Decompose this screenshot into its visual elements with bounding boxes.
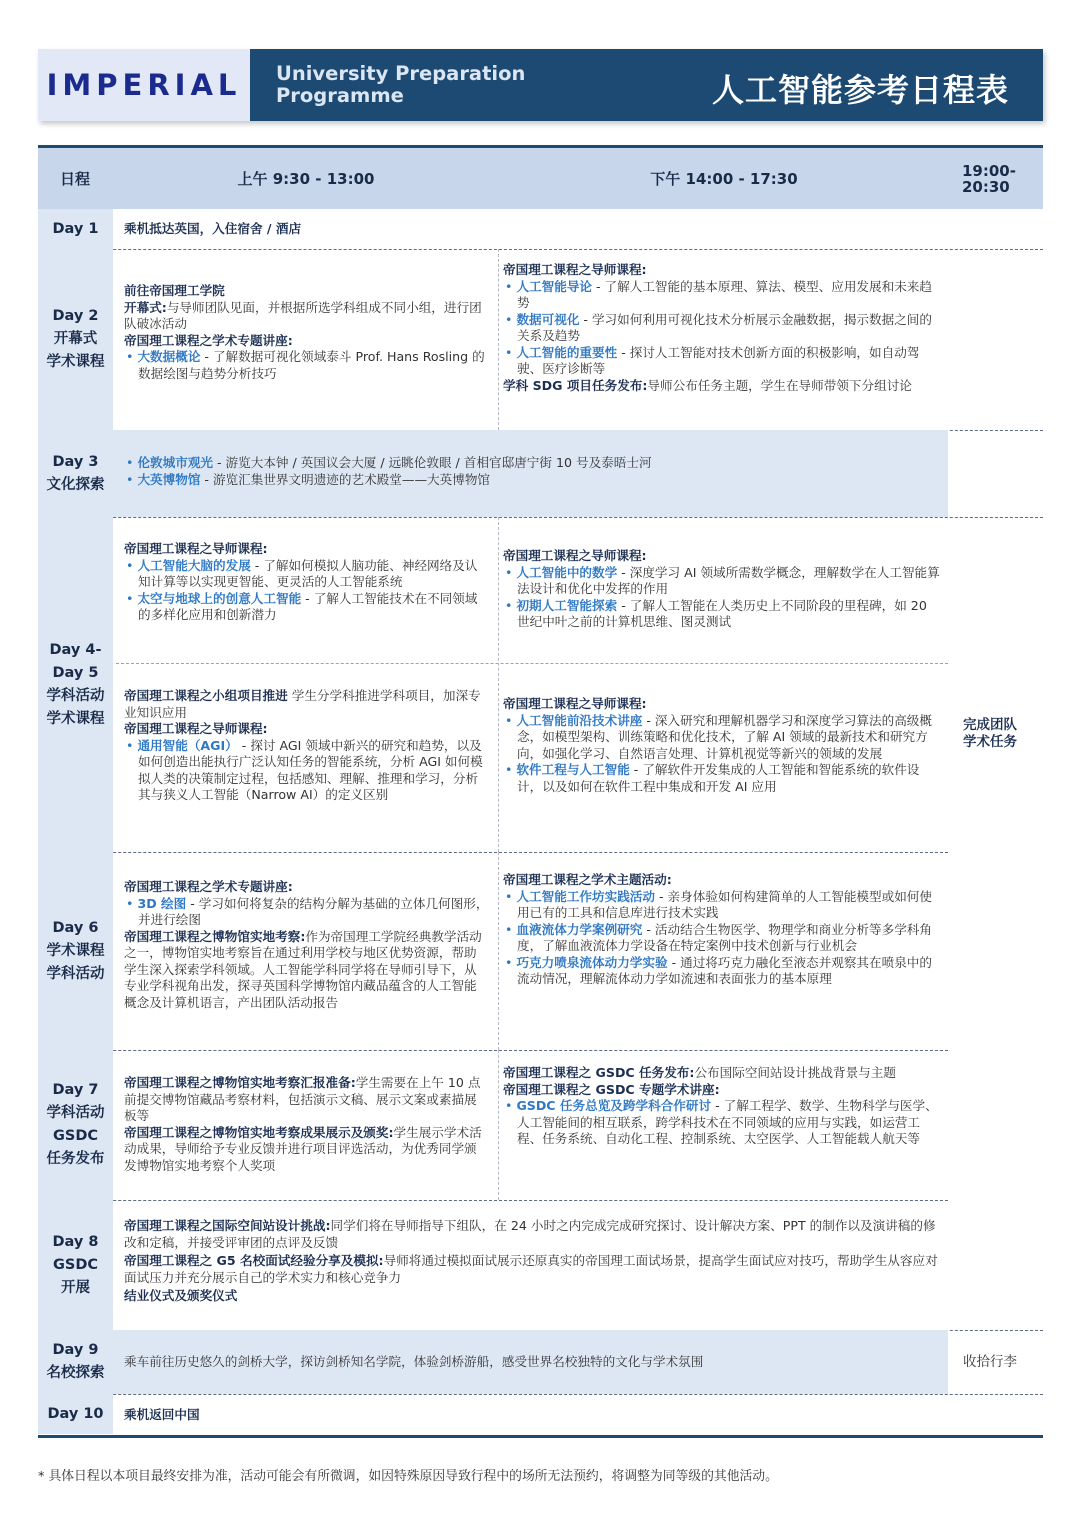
column-header-pm: 下午 14:00 - 17:30 bbox=[650, 170, 798, 188]
day45-pm1-list bbox=[503, 565, 943, 631]
day9-evening: 收拾行李 bbox=[963, 1354, 1017, 1370]
list-item bbox=[503, 922, 943, 955]
day3-label-cell bbox=[38, 430, 113, 517]
day2-opening-text: 与导师团队见面，并根据所选学科组成不同小组，进行团队破冰活动 bbox=[124, 299, 482, 331]
evening-task-line1: 完成团队 bbox=[963, 717, 1017, 733]
list-item bbox=[124, 455, 924, 472]
day10-content bbox=[124, 1407, 924, 1424]
day10-label: Day 10 bbox=[47, 1405, 104, 1422]
footnote: * 具体日程以本项目最终安排为准，活动可能会有所微调，如因特殊原因导致行程中的场所无法预约，将调整为同等级的其他活动。 bbox=[38, 1469, 778, 1484]
day2-opening-label: 开幕式: bbox=[124, 299, 167, 315]
day45-am2-heading: 帝国理工课程之导师课程: bbox=[124, 721, 268, 736]
day7-sublabel2: GSDC bbox=[52, 1128, 99, 1144]
day7-award-text: 学生展示学术活动成果，导师给予专业反馈并进行项目评选活动，为优秀同学颁发博物馆实地考察个人奖项 bbox=[124, 1124, 482, 1173]
item-text: - 游览大本钟 / 英国议会大厦 / 远眺伦敦眼 / 首相官邸唐宁街 10 号及泰晤士河 bbox=[213, 455, 652, 470]
item-title: 伦敦城市观光 bbox=[137, 455, 213, 470]
day7-award-label: 帝国理工课程之博物馆实地考察成果展示及颁奖: bbox=[124, 1124, 394, 1140]
column-divider bbox=[498, 517, 499, 852]
list-item bbox=[124, 896, 489, 929]
day45-am1-list bbox=[124, 558, 489, 624]
day6-museum-label: 帝国理工课程之博物馆实地考察: bbox=[124, 928, 306, 944]
list-item bbox=[503, 279, 943, 312]
item-text: - 学习如何利用可视化技术分析展示金融数据，揭示数据之间的关系及趋势 bbox=[517, 311, 932, 343]
item-title: 大数据概论 bbox=[137, 349, 201, 364]
list-item bbox=[503, 598, 943, 631]
item-text: - 了解人工智能技术在不同领域的多样化应用和创新潜力 bbox=[138, 590, 478, 622]
page-header bbox=[38, 49, 1043, 121]
day6-am-heading: 帝国理工课程之学术专题讲座: bbox=[124, 879, 293, 894]
item-title: 软件工程与人工智能 bbox=[516, 762, 630, 777]
day7-report-text: 学生需要在上午 10 点前提交博物馆藏品考察材料，包括演示文稿、展示文案或素描展板等 bbox=[124, 1075, 481, 1123]
column-divider bbox=[498, 1050, 499, 1200]
item-title: 初期人工智能探索 bbox=[516, 597, 618, 613]
day45-pm2-heading: 帝国理工课程之导师课程: bbox=[503, 696, 647, 711]
day45-project-text: 学生分学科推进学科项目，加深专业知识应用 bbox=[124, 688, 481, 720]
list-item bbox=[503, 1098, 943, 1148]
list-item bbox=[503, 713, 943, 763]
row-divider bbox=[38, 517, 1043, 518]
schedule-table bbox=[38, 145, 1043, 1422]
day3-label: Day 3 bbox=[52, 453, 99, 470]
item-title: 人工智能导论 bbox=[516, 278, 592, 294]
item-text: - 了解人工智能的基本原理、算法、模型、应用发展和未来趋势 bbox=[517, 278, 932, 310]
day6-am-list bbox=[124, 896, 489, 929]
day3-list bbox=[124, 455, 924, 488]
day9-label-cell bbox=[38, 1330, 113, 1394]
day3-content bbox=[124, 455, 924, 488]
inner-divider bbox=[116, 663, 948, 664]
day45-am2-list bbox=[124, 738, 489, 804]
row-divider bbox=[38, 249, 1043, 250]
item-title: 人工智能大脑的发展 bbox=[137, 557, 251, 573]
day7-report-label: 帝国理工课程之博物馆实地考察汇报准备: bbox=[124, 1075, 356, 1090]
imperial-logo bbox=[38, 49, 250, 121]
list-item bbox=[503, 565, 943, 598]
item-title: 巧克力喷泉流体动力学实验 bbox=[516, 954, 668, 970]
list-item bbox=[124, 558, 489, 591]
day7-pm-list bbox=[503, 1098, 943, 1148]
day7-pm-content bbox=[503, 1065, 943, 1148]
item-title: 大英博物馆 bbox=[137, 471, 201, 487]
item-title: 人工智能工作坊实践活动 bbox=[516, 888, 655, 904]
item-text: - 游览汇集世界文明遗迹的艺术殿堂——大英博物馆 bbox=[200, 471, 491, 487]
item-text: - 活动结合生物医学、物理学和商业分析等多学科角度，了解血液流体力学设备在特定案例中技术创新与行业机会 bbox=[517, 921, 932, 953]
header-banner bbox=[250, 49, 1043, 121]
day7-label-cell bbox=[38, 1050, 113, 1200]
item-text: - 通过将巧克力融化至液态并观察其在喷泉中的流动情况，理解流体动力学如流速和表面张力的基本原理 bbox=[517, 954, 932, 986]
column-divider bbox=[498, 249, 499, 430]
logo-text: IMPERIAL bbox=[46, 68, 242, 102]
day6-pm-heading: 帝国理工课程之学术主题活动: bbox=[503, 872, 672, 887]
row-divider bbox=[38, 1200, 948, 1201]
item-text: - 了解如何模拟人脑功能、神经网络及认知计算等以实现更智能、更灵活的人工智能系统 bbox=[138, 557, 478, 589]
day8-interview-text: 导师将通过模拟面试展示还原真实的帝国理工面试场景，提高学生面试应对技巧，帮助学生从容应对面试压力并充分展示自己的学术实力和核心竞争力 bbox=[124, 1253, 938, 1285]
day45-pm2-list bbox=[503, 713, 943, 796]
day6-am-content bbox=[124, 879, 489, 1011]
list-item bbox=[503, 955, 943, 988]
day3-sublabel: 文化探索 bbox=[46, 476, 105, 493]
item-text: - 了解数据可视化领域泰斗 Prof. Hans Rosling 的数据绘图与趋势分析技巧 bbox=[138, 349, 485, 381]
day7-label: Day 7 bbox=[52, 1082, 99, 1098]
day6-sublabel1: 学术课程 bbox=[46, 942, 105, 959]
column-header-evening bbox=[962, 148, 1042, 209]
evening-line1: 19:00- bbox=[962, 161, 1016, 180]
programme-name bbox=[276, 63, 536, 107]
evening-task-line2: 学术任务 bbox=[963, 734, 1017, 750]
day1-content bbox=[124, 221, 924, 238]
list-item bbox=[124, 738, 489, 804]
day45-pm2-content bbox=[503, 696, 943, 795]
day45-sublabel1: 学科活动 bbox=[46, 687, 105, 704]
day2-pm-list bbox=[503, 279, 943, 378]
day8-sublabel2: 开展 bbox=[61, 1279, 90, 1296]
day7-sublabel1: 学科活动 bbox=[46, 1105, 105, 1121]
item-text: - 探讨人工智能对技术创新方面的积极影响，如自动驾驶、医疗诊断等 bbox=[517, 344, 920, 376]
day7-gsdc-text: 公布国际空间站设计挑战背景与主题 bbox=[694, 1065, 896, 1080]
item-title: 人工智能中的数学 bbox=[516, 564, 618, 580]
day45-label2: Day 5 bbox=[52, 664, 99, 681]
day10-text: 乘机返回中国 bbox=[124, 1407, 200, 1422]
day8-content bbox=[124, 1218, 939, 1305]
day45-am1-content bbox=[124, 541, 489, 624]
day9-label: Day 9 bbox=[52, 1342, 99, 1358]
day10-label-cell bbox=[38, 1394, 113, 1434]
day2-lecture-heading: 帝国理工课程之学术专题讲座: bbox=[124, 332, 293, 348]
day2-sdg-label: 学科 SDG 项目任务发布: bbox=[503, 377, 648, 393]
day8-interview-label: 帝国理工课程之 G5 名校面试经验分享及模拟: bbox=[124, 1253, 384, 1268]
day45-pm1-content bbox=[503, 548, 943, 631]
day2-sublabel1: 开幕式 bbox=[53, 331, 98, 347]
programme-line2: Programme bbox=[276, 84, 404, 107]
item-text: - 学习如何将复杂的结构分解为基础的立体几何图形，并进行绘图 bbox=[138, 895, 489, 927]
day2-am-content bbox=[124, 283, 489, 382]
list-item bbox=[503, 345, 943, 378]
item-text: - 了解工程学、数学、生物科学与医学、人工智能间的相互联系，跨学科技术在不同领域的应用与实践，如运营工程、任务系统、自动化工程、控制系统、太空医学、人工智能载人航天等 bbox=[517, 1098, 938, 1146]
item-text: - 了解软件开发集成的人工智能和智能系统的软件设计，以及如何在软件工程中集成和开发 AI 应用 bbox=[517, 762, 920, 794]
row-divider bbox=[38, 1394, 1043, 1395]
day2-am-list bbox=[124, 349, 489, 382]
list-item bbox=[503, 312, 943, 345]
page-title: 人工智能参考日程表 bbox=[711, 71, 1009, 109]
day45-evening bbox=[963, 717, 1017, 751]
day7-sublabel3: 任务发布 bbox=[46, 1151, 105, 1167]
evening-line2: 20:30 bbox=[962, 177, 1010, 196]
item-text: - 亲身体验如何构建简单的人工智能模型或如何使用已有的工具和信息库进行技术实践 bbox=[517, 888, 932, 920]
list-item bbox=[124, 591, 489, 624]
day9-content bbox=[124, 1354, 939, 1371]
day7-pm-heading: 帝国理工课程之 GSDC 专题学术讲座: bbox=[503, 1081, 720, 1097]
day45-pm1-heading: 帝国理工课程之导师课程: bbox=[503, 548, 647, 563]
day9-sublabel: 名校探索 bbox=[46, 1365, 105, 1381]
day45-sublabel2: 学术课程 bbox=[46, 710, 105, 727]
day1-label-cell bbox=[38, 209, 113, 249]
item-title: 人工智能的重要性 bbox=[516, 344, 618, 360]
day2-sublabel2: 学术课程 bbox=[46, 354, 105, 370]
day8-label-cell bbox=[38, 1200, 113, 1330]
item-title: 血液流体力学案例研究 bbox=[516, 921, 643, 937]
day6-sublabel2: 学科活动 bbox=[46, 965, 105, 982]
item-title: 数据可视化 bbox=[516, 311, 580, 327]
list-item bbox=[124, 349, 489, 382]
item-title: 太空与地球上的创意人工智能 bbox=[137, 590, 302, 606]
day2-sdg-text: 导师公布任务主题，学生在导师带领下分组讨论 bbox=[647, 377, 912, 393]
table-bottom-border bbox=[38, 1435, 1043, 1438]
day2-label-cell bbox=[38, 249, 113, 430]
row-divider bbox=[38, 1050, 948, 1051]
row-divider bbox=[38, 852, 948, 853]
day45-label-cell bbox=[38, 517, 113, 852]
item-title: 通用智能（AGI） bbox=[137, 737, 238, 753]
day2-label: Day 2 bbox=[52, 308, 99, 324]
day1-text: 乘机抵达英国，入住宿舍 / 酒店 bbox=[124, 221, 302, 236]
day2-am-heading: 前往帝国理工学院 bbox=[124, 283, 225, 298]
day6-pm-list bbox=[503, 889, 943, 988]
column-header-day: 日程 bbox=[59, 170, 90, 188]
column-divider bbox=[498, 852, 499, 1050]
item-text: - 深入研究和理解机器学习和深度学习算法的高级概念，如模型架构、训练策略和优化技术，了解 AI 领域的最新技术和研究方向，如强化学习、自然语言处理、计算机视觉等新兴的领域的发展 bbox=[517, 712, 932, 761]
day8-challenge-text: 同学们将在导师指导下组队，在 24 小时之内完成完成研究探讨、设计解决方案、PPT 的制作以及演讲稿的修改和定稿，并接受评审团的点评及反馈 bbox=[124, 1218, 936, 1250]
day2-pm-content bbox=[503, 262, 943, 394]
day6-museum-text: 作为帝国理工学院经典教学活动之一，博物馆实地考察旨在通过利用学校与地区优势资源，帮助学生深入探索学科领域。人工智能学科同学将在导师引导下，从专业学科视角出发，探寻英国科学博物馆内藏品蕴含的人工智能概念及计算机语言，产出团队活动报告 bbox=[124, 928, 482, 1010]
day45-label1: Day 4- bbox=[49, 641, 102, 658]
day6-label: Day 6 bbox=[52, 919, 99, 936]
day8-label: Day 8 bbox=[52, 1233, 99, 1250]
day8-challenge-label: 帝国理工课程之国际空间站设计挑战: bbox=[124, 1218, 331, 1233]
day45-project-label: 帝国理工课程之小组项目推进 bbox=[124, 688, 288, 703]
item-text: - 深度学习 AI 领域所需数学概念，理解数学在人工智能算法设计和优化中发挥的作用 bbox=[517, 564, 940, 596]
day1-label: Day 1 bbox=[52, 220, 99, 237]
item-title: 3D 绘图 bbox=[137, 895, 187, 911]
item-title: GSDC 任务总览及跨学科合作研讨 bbox=[516, 1098, 712, 1113]
item-text: - 了解人工智能在人类历史上不同阶段的里程碑，如 20 世纪中叶之前的计算机思维、图灵测试 bbox=[517, 597, 927, 629]
item-title: 人工智能前沿技术讲座 bbox=[516, 712, 643, 728]
day45-am2-content bbox=[124, 688, 489, 804]
day8-sublabel1: GSDC bbox=[52, 1256, 99, 1273]
list-item bbox=[503, 889, 943, 922]
day45-am1-heading: 帝国理工课程之导师课程: bbox=[124, 541, 268, 556]
table-header bbox=[38, 145, 1043, 209]
day8-ceremony: 结业仪式及颁奖仪式 bbox=[124, 1288, 238, 1303]
column-header-am: 上午 9:30 - 13:00 bbox=[237, 170, 375, 188]
item-text: - 探讨 AGI 领域中新兴的研究和趋势，以及如何创造出能执行广泛认知任务的智能系统，分析 AGI 如何模拟人类的决策制定过程，包括感知、理解、推理和学习，分析其与狭义人工智能（Narrow AI）的定义区别 bbox=[138, 737, 483, 802]
day7-gsdc-label: 帝国理工课程之 GSDC 任务发布: bbox=[503, 1065, 695, 1080]
day7-am-content bbox=[124, 1075, 489, 1174]
list-item bbox=[503, 762, 943, 795]
list-item bbox=[124, 472, 924, 489]
day6-label-cell bbox=[38, 852, 113, 1050]
day2-pm-heading: 帝国理工课程之导师课程: bbox=[503, 262, 647, 277]
day9-text: 乘车前往历史悠久的剑桥大学，探访剑桥知名学院，体验剑桥游船，感受世界名校独特的文化与学术氛围 bbox=[124, 1354, 704, 1369]
programme-line1: University Preparation bbox=[276, 62, 526, 85]
day6-pm-content bbox=[503, 872, 943, 988]
